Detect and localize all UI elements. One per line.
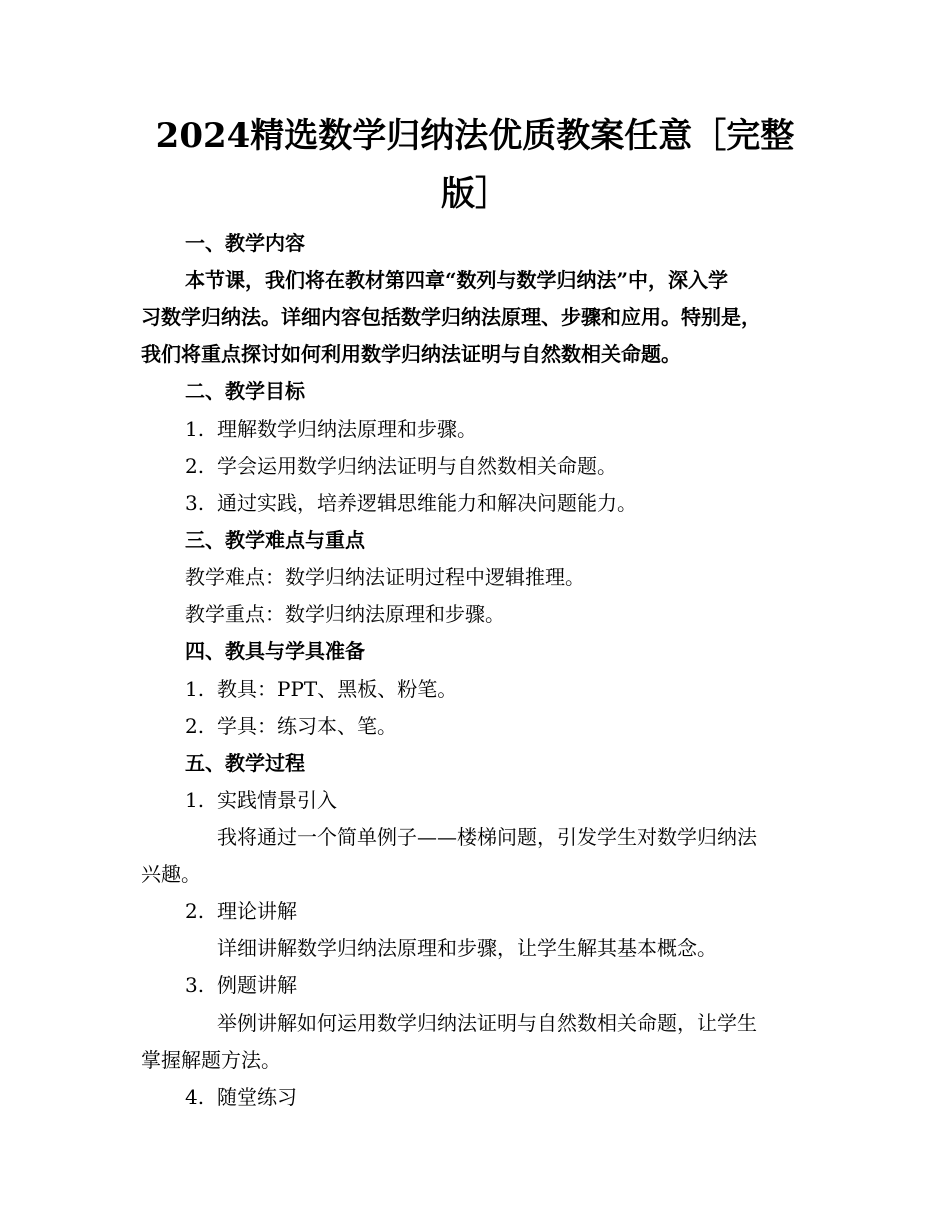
process-step-number: 3. bbox=[185, 973, 205, 997]
document-title-line-1: 2024精选数学归纳法优质教案任意［完整 bbox=[155, 116, 795, 156]
list-item bbox=[185, 671, 457, 707]
list-item-text: 理解数学归纳法原理和步骤。 bbox=[217, 417, 477, 441]
list-item bbox=[185, 485, 637, 521]
document-title-line-2: 版］ bbox=[441, 174, 509, 214]
list-item-number: 3. bbox=[185, 491, 205, 515]
list-item-text: 通过实践，培养逻辑思维能力和解决问题能力。 bbox=[217, 491, 637, 515]
section-heading-teaching-process: 五、教学过程 bbox=[185, 751, 305, 775]
list-item bbox=[185, 708, 397, 744]
process-step bbox=[185, 967, 297, 1003]
process-step-title: 理论讲解 bbox=[217, 899, 297, 923]
process-step bbox=[185, 782, 337, 818]
process-step bbox=[185, 1079, 297, 1115]
process-step-description: 掌握解题方法。 bbox=[141, 1048, 281, 1072]
process-step-title: 实践情景引入 bbox=[217, 788, 337, 812]
process-step-title: 例题讲解 bbox=[217, 973, 297, 997]
section-heading-materials: 四、教具与学具准备 bbox=[185, 639, 365, 663]
process-step bbox=[185, 893, 297, 929]
list-item-number: 1. bbox=[185, 417, 205, 441]
section-heading-teaching-goals: 二、教学目标 bbox=[185, 379, 305, 403]
process-step-number: 1. bbox=[185, 788, 205, 812]
process-step-description: 兴趣。 bbox=[141, 862, 201, 886]
process-step-description: 我将通过一个简单例子——楼梯问题，引发学生对数学归纳法 bbox=[217, 825, 757, 849]
list-item-number: 1. bbox=[185, 677, 205, 701]
process-step-number: 2. bbox=[185, 899, 205, 923]
list-item-text: 教具：PPT、黑板、粉笔。 bbox=[217, 677, 458, 701]
paragraph-line: 习数学归纳法。详细内容包括数学归纳法原理、步骤和应用。特别是， bbox=[141, 305, 761, 329]
paragraph-line: 我们将重点探讨如何利用数学归纳法证明与自然数相关命题。 bbox=[141, 342, 681, 366]
list-item bbox=[185, 448, 617, 484]
process-step-description: 详细讲解数学归纳法原理和步骤，让学生解其基本概念。 bbox=[217, 936, 717, 960]
list-item-text: 学具：练习本、笔。 bbox=[217, 714, 397, 738]
focus-line: 教学重点：数学归纳法原理和步骤。 bbox=[185, 602, 505, 626]
list-item-number: 2. bbox=[185, 454, 205, 478]
list-item bbox=[185, 411, 477, 447]
process-step-title: 随堂练习 bbox=[217, 1085, 297, 1109]
list-item-number: 2. bbox=[185, 714, 205, 738]
difficulty-line: 教学难点：数学归纳法证明过程中逻辑推理。 bbox=[185, 565, 585, 589]
process-step-number: 4. bbox=[185, 1085, 205, 1109]
list-item-text: 学会运用数学归纳法证明与自然数相关命题。 bbox=[217, 454, 617, 478]
section-heading-teaching-content: 一、教学内容 bbox=[185, 231, 305, 255]
paragraph-line: 本节课，我们将在教材第四章“数列与数学归纳法”中，深入学 bbox=[185, 268, 729, 292]
process-step-description: 举例讲解如何运用数学归纳法证明与自然数相关命题，让学生 bbox=[217, 1011, 757, 1035]
section-heading-difficulties-focus: 三、教学难点与重点 bbox=[185, 528, 365, 552]
